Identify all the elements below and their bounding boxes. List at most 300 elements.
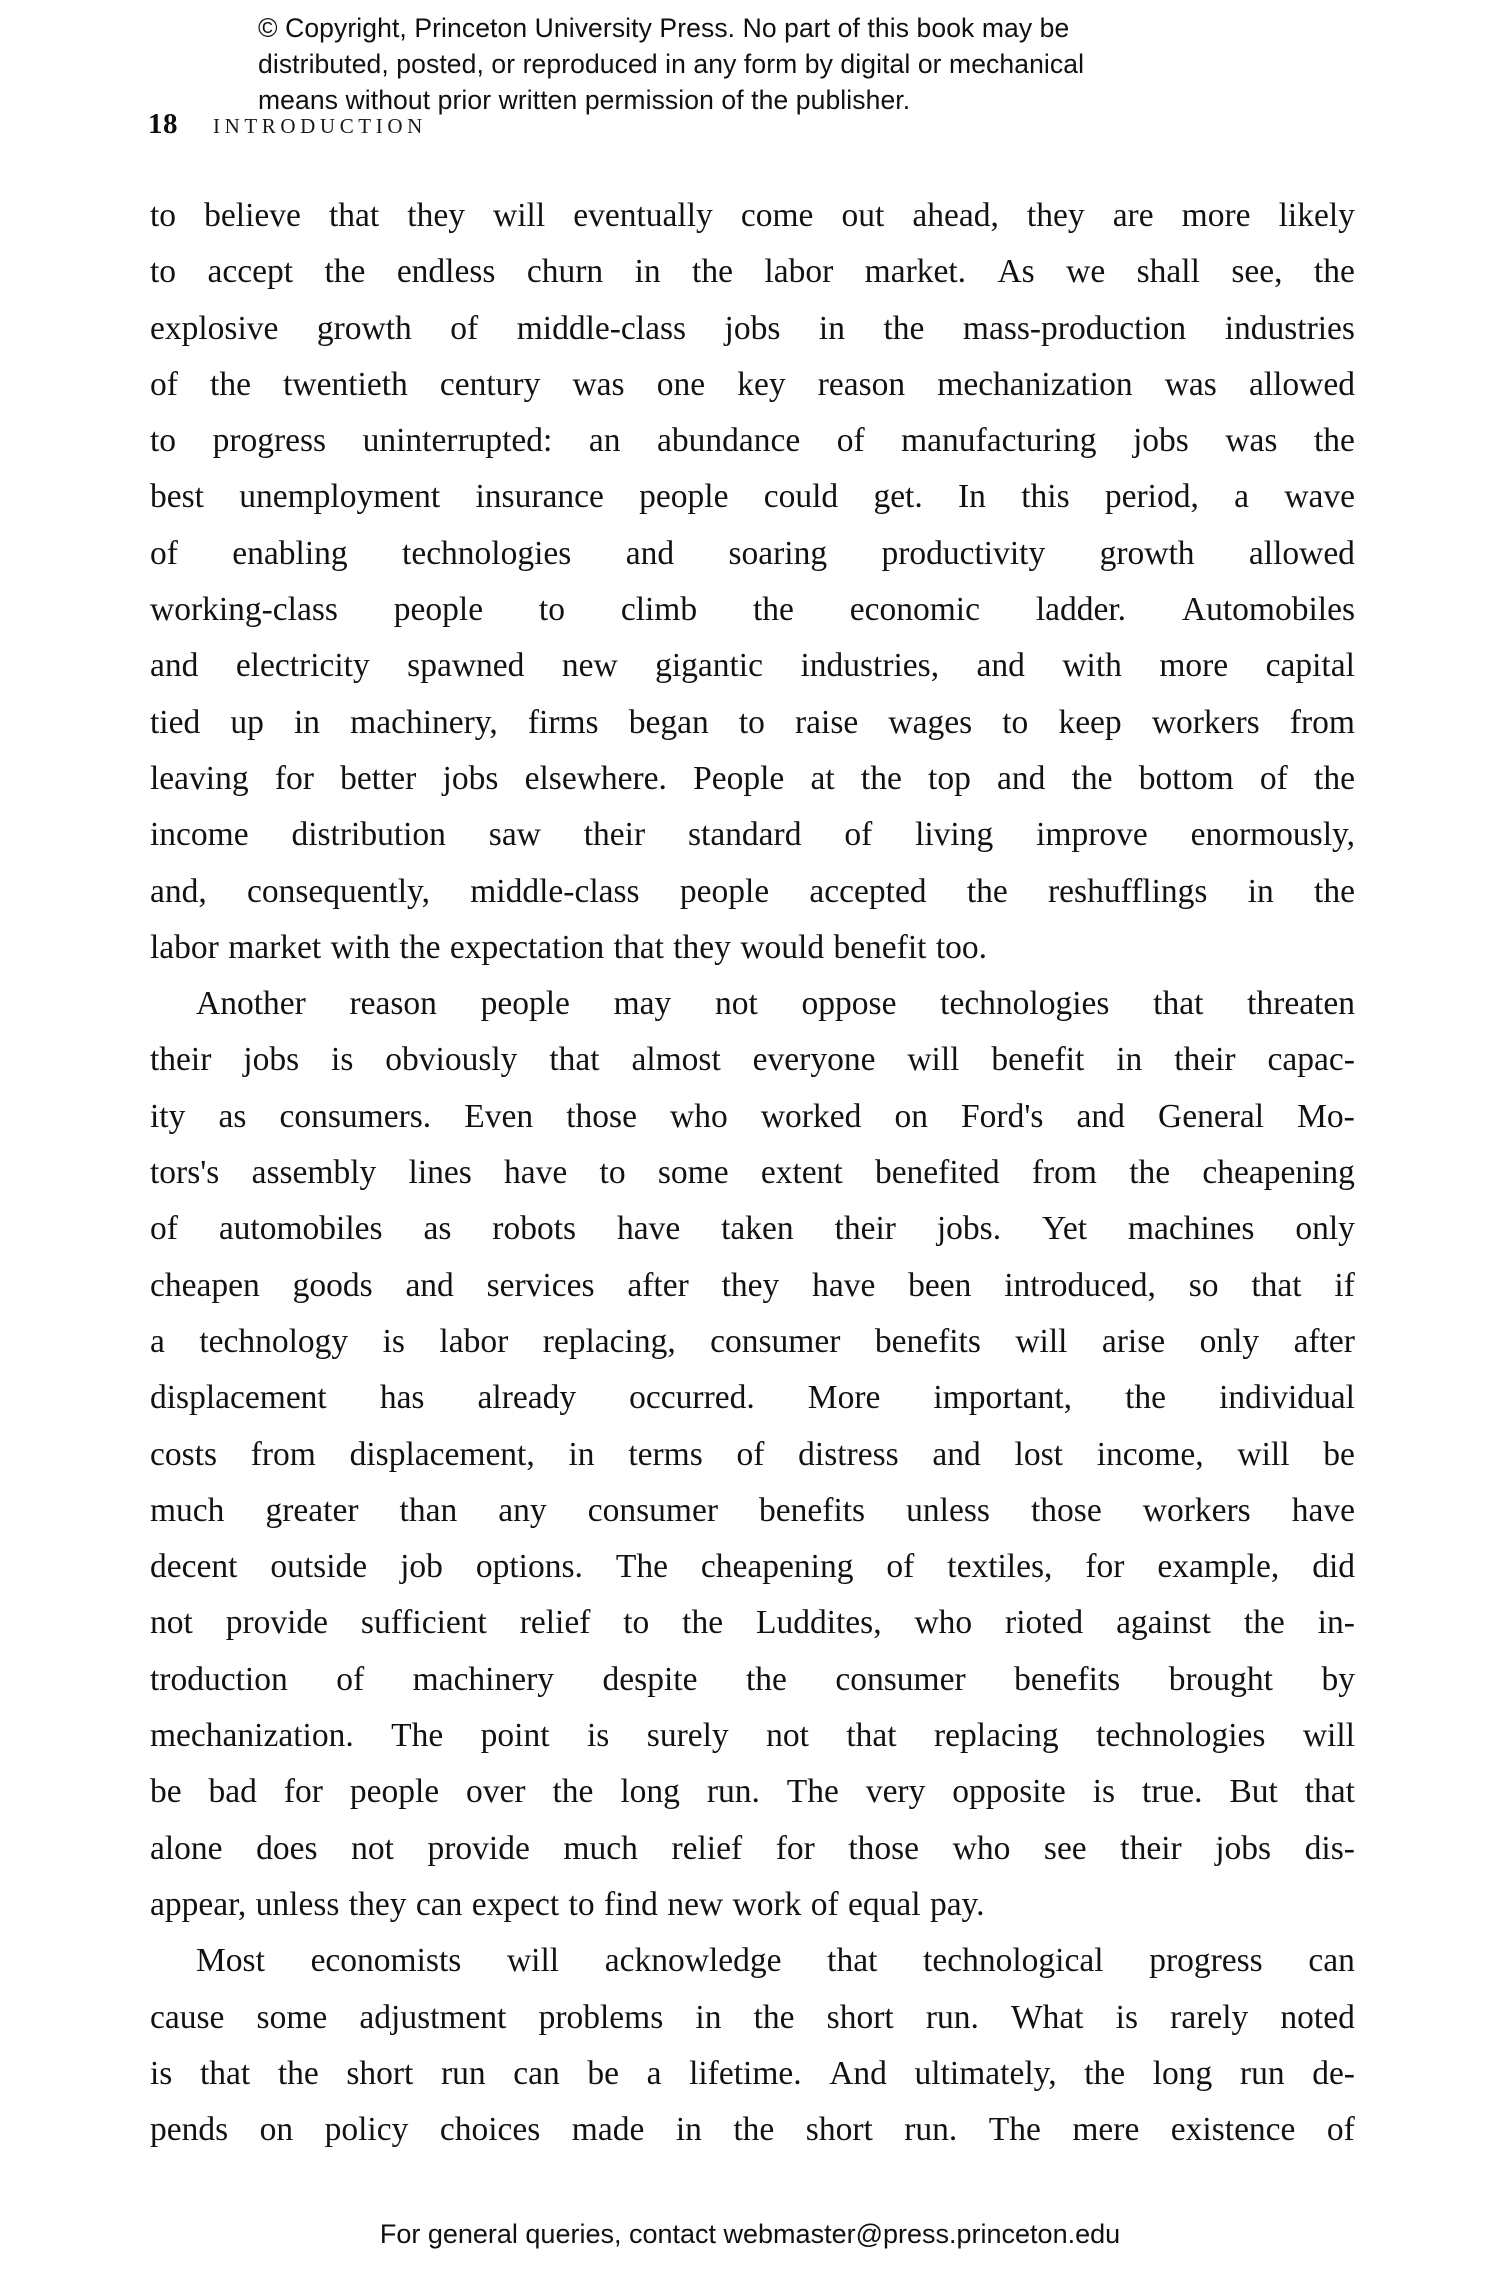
word: worked xyxy=(760,1097,862,1135)
word: of xyxy=(1326,2111,1355,2149)
word: occurred. xyxy=(629,1379,755,1417)
word: the xyxy=(399,928,441,966)
word: consumer xyxy=(835,1660,966,1698)
word: mass-production xyxy=(962,309,1187,347)
word: machinery xyxy=(412,1660,555,1698)
word: from xyxy=(1289,703,1355,741)
word: after xyxy=(1293,1322,1355,1360)
word: de- xyxy=(1312,2054,1355,2092)
word: see xyxy=(1043,1829,1087,1867)
word: is xyxy=(331,1041,354,1079)
word: made xyxy=(571,2111,645,2149)
word: not xyxy=(150,1604,193,1642)
word: can xyxy=(415,1885,463,1923)
word: key xyxy=(737,365,786,403)
word: run xyxy=(440,2054,486,2092)
copyright-watermark xyxy=(258,10,1258,118)
word: cheapening xyxy=(700,1548,854,1586)
word: technological xyxy=(923,1942,1104,1980)
word: the xyxy=(966,872,1008,910)
text-line xyxy=(150,244,1355,300)
word: their xyxy=(834,1210,896,1248)
word: income xyxy=(150,816,249,854)
word: Mo- xyxy=(1297,1097,1355,1135)
word: have xyxy=(1291,1491,1355,1529)
word: progress xyxy=(212,422,327,460)
word: they xyxy=(673,928,731,966)
word: to xyxy=(599,1154,626,1192)
word: will xyxy=(493,197,546,234)
word: the xyxy=(752,591,794,629)
word: will xyxy=(1015,1322,1068,1360)
text-line xyxy=(150,1314,1355,1370)
word: taken xyxy=(721,1210,794,1248)
word: benefits xyxy=(874,1322,981,1360)
text-line xyxy=(150,1764,1355,1820)
word: the xyxy=(277,2054,319,2092)
chapter-title: INTRODUCTION xyxy=(213,114,427,138)
word: technologies xyxy=(402,534,572,572)
word: dis- xyxy=(1304,1829,1355,1867)
word: the xyxy=(745,1660,787,1698)
word: robots xyxy=(492,1210,577,1248)
word: those xyxy=(566,1097,637,1135)
word: General xyxy=(1158,1097,1265,1135)
word: of xyxy=(450,309,479,347)
word: consumer xyxy=(710,1322,841,1360)
word: But xyxy=(1229,1773,1278,1811)
word: so xyxy=(1188,1266,1219,1304)
word: The xyxy=(786,1773,839,1811)
word: their xyxy=(150,1041,212,1079)
word: costs xyxy=(150,1435,217,1473)
word: jobs xyxy=(1132,422,1189,460)
word: find xyxy=(603,1885,658,1923)
word: short xyxy=(346,2054,414,2092)
word: an xyxy=(588,422,621,460)
text-line xyxy=(150,695,1355,751)
word: those xyxy=(1030,1491,1102,1529)
word: over xyxy=(466,1773,526,1811)
word: they xyxy=(407,197,465,234)
word: the xyxy=(1314,759,1355,797)
word: that xyxy=(1304,1773,1355,1811)
word: the xyxy=(692,253,733,291)
word: ladder. xyxy=(1035,591,1127,629)
word: lifetime. xyxy=(689,2054,802,2092)
word: period, xyxy=(1104,478,1199,516)
word: problems xyxy=(538,1998,664,2036)
word: will xyxy=(1302,1717,1355,1755)
word: middle-class xyxy=(470,872,640,910)
word: abundance xyxy=(656,422,801,460)
word: unless xyxy=(255,1885,340,1923)
word: labor xyxy=(150,928,219,966)
word: reason xyxy=(349,985,437,1023)
word: that xyxy=(827,1942,878,1980)
word: elsewhere. xyxy=(524,759,667,797)
word: terms xyxy=(628,1435,703,1473)
word: the xyxy=(682,1604,724,1642)
word: in- xyxy=(1317,1604,1355,1642)
word: this xyxy=(1021,478,1070,516)
word: technologies xyxy=(1096,1717,1266,1755)
text-line xyxy=(150,1089,1355,1145)
word: for xyxy=(283,1773,323,1811)
copyright-line: © Copyright, Princeton University Press. No part of this book may be xyxy=(258,13,1070,43)
word: they xyxy=(1026,197,1085,234)
word: electricity xyxy=(235,647,370,685)
word: noted xyxy=(1280,1998,1355,2036)
word: oppose xyxy=(801,985,897,1023)
word: with xyxy=(1062,647,1122,685)
text-line xyxy=(150,1427,1355,1483)
word: and xyxy=(997,759,1046,797)
word: enabling xyxy=(232,534,348,572)
word: ultimately, xyxy=(914,2054,1057,2092)
word: In xyxy=(958,478,986,516)
text-line xyxy=(150,1877,1355,1933)
word: alone xyxy=(150,1829,223,1867)
word: provide xyxy=(225,1604,329,1642)
word: will xyxy=(907,1041,960,1079)
word: the xyxy=(1125,1379,1167,1417)
text-line xyxy=(150,864,1355,920)
word: uninterrupted: xyxy=(362,422,553,460)
word: enormously, xyxy=(1190,816,1355,854)
word: What xyxy=(1010,1998,1084,2036)
word: jobs xyxy=(724,309,781,347)
word: only xyxy=(1199,1322,1260,1360)
word: a xyxy=(1234,478,1250,516)
word: century xyxy=(439,365,541,403)
word: despite xyxy=(602,1660,698,1698)
word: new xyxy=(667,1885,724,1923)
word: to xyxy=(623,1604,650,1642)
word: with xyxy=(330,928,391,966)
text-line xyxy=(150,638,1355,694)
word: sufficient xyxy=(360,1604,487,1642)
word: consumer xyxy=(587,1491,718,1529)
word: a xyxy=(150,1322,165,1360)
word: distress xyxy=(798,1435,899,1473)
word: does xyxy=(256,1829,318,1867)
word: replacing xyxy=(934,1717,1059,1755)
text-line xyxy=(150,301,1355,357)
word: if xyxy=(1334,1266,1355,1304)
text-line xyxy=(150,751,1355,807)
word: extent xyxy=(760,1154,843,1192)
word: the xyxy=(1129,1154,1171,1192)
word: bottom xyxy=(1138,759,1234,797)
word: economists xyxy=(310,1942,462,1980)
word: machines xyxy=(1127,1210,1255,1248)
word: ity xyxy=(150,1097,186,1135)
text-line xyxy=(150,1201,1355,1257)
word: jobs xyxy=(1215,1829,1272,1867)
word: began xyxy=(628,703,709,741)
word: allowed xyxy=(1248,534,1355,572)
word: automobiles xyxy=(218,1210,383,1248)
word: are xyxy=(1112,197,1154,234)
word: very xyxy=(865,1773,926,1811)
word: those xyxy=(848,1829,920,1867)
word: would xyxy=(740,928,825,966)
word: and xyxy=(625,534,675,572)
word: people xyxy=(639,478,729,516)
text-line xyxy=(150,2046,1355,2102)
word: that xyxy=(846,1717,897,1755)
word: and, xyxy=(150,872,207,910)
word: market. xyxy=(864,253,967,291)
word: outside xyxy=(270,1548,368,1586)
text-line xyxy=(150,976,1355,1032)
word: to xyxy=(150,197,177,234)
word: income, xyxy=(1096,1435,1204,1473)
word: introduced, xyxy=(1004,1266,1156,1304)
word: middle-class xyxy=(516,309,687,347)
word: believe xyxy=(204,197,301,234)
word: jobs. xyxy=(936,1210,1002,1248)
paragraph xyxy=(150,1933,1355,2158)
word: gigantic xyxy=(655,647,763,685)
word: Ford's xyxy=(961,1097,1044,1135)
word: of xyxy=(886,1548,915,1586)
word: be xyxy=(1323,1435,1355,1473)
word: could xyxy=(763,478,839,516)
word: displacement, xyxy=(349,1435,535,1473)
word: adjustment xyxy=(359,1998,507,2036)
word: labor xyxy=(439,1322,509,1360)
word: consumers. xyxy=(279,1097,432,1135)
word: will xyxy=(1237,1435,1290,1473)
copyright-line: distributed, posted, or reproduced in any form by digital or mechanical xyxy=(258,49,1085,79)
word: replacing, xyxy=(542,1322,676,1360)
word: industries, xyxy=(800,647,940,685)
word: for xyxy=(274,759,314,797)
word: and xyxy=(932,1435,981,1473)
word: can xyxy=(1308,1942,1355,1980)
word: at xyxy=(810,759,835,797)
word: on xyxy=(259,2111,294,2149)
word: run. xyxy=(706,1773,760,1811)
word: tors's xyxy=(150,1154,220,1192)
word: acknowledge xyxy=(604,1942,782,1980)
word: who xyxy=(952,1829,1011,1867)
text-line xyxy=(150,1483,1355,1539)
word: insurance xyxy=(475,478,604,516)
word: one xyxy=(656,365,706,403)
word: long xyxy=(620,1773,680,1811)
word: Most xyxy=(196,1942,265,1980)
word: people xyxy=(349,1773,440,1811)
word: some xyxy=(657,1154,729,1192)
word: brought xyxy=(1168,1660,1273,1698)
word: of xyxy=(736,1435,765,1473)
word: short xyxy=(826,1998,894,2036)
word: much xyxy=(150,1491,225,1529)
word: growth xyxy=(316,309,412,347)
word: important, xyxy=(933,1379,1073,1417)
text-line xyxy=(150,1258,1355,1314)
word: top xyxy=(928,759,971,797)
word: And xyxy=(829,2054,887,2092)
word: who xyxy=(670,1097,728,1135)
word: greater xyxy=(265,1491,359,1529)
word: from xyxy=(1031,1154,1097,1192)
word: reshufflings xyxy=(1048,872,1208,910)
word: is xyxy=(586,1717,610,1755)
word: distribution xyxy=(291,816,446,854)
word: by xyxy=(1321,1660,1355,1698)
word: may xyxy=(613,985,672,1023)
text-line xyxy=(150,1370,1355,1426)
word: cheapening xyxy=(1202,1154,1355,1192)
word: they xyxy=(348,1885,407,1923)
page-body xyxy=(150,188,1355,2158)
word: almost xyxy=(631,1041,721,1079)
word: rarely xyxy=(1170,1998,1249,2036)
word: against xyxy=(1116,1604,1211,1642)
word: and xyxy=(976,647,1025,685)
word: only xyxy=(1295,1210,1355,1248)
word: and xyxy=(1076,1097,1125,1135)
word: goods xyxy=(292,1266,373,1304)
word: be xyxy=(150,1773,182,1811)
footer-notice: For general queries, contact webmaster@press.princeton.edu xyxy=(379,2219,1121,2249)
word: allowed xyxy=(1248,365,1355,403)
word: eventually xyxy=(573,197,713,234)
word: saw xyxy=(488,816,541,854)
word: as xyxy=(218,1097,247,1135)
word: has xyxy=(379,1379,425,1417)
word: accepted xyxy=(809,872,927,910)
word: from xyxy=(250,1435,316,1473)
word: decent xyxy=(150,1548,238,1586)
text-line xyxy=(150,1032,1355,1088)
word: better xyxy=(340,759,417,797)
word: market xyxy=(228,928,322,966)
word: keep xyxy=(1058,703,1122,741)
word: after xyxy=(627,1266,689,1304)
copyright-line: means without prior written permission of the publisher. xyxy=(258,85,911,115)
page-number: 18 xyxy=(148,108,178,140)
word: workers xyxy=(1142,1491,1251,1529)
text-line xyxy=(150,807,1355,863)
word: have xyxy=(812,1266,876,1304)
word: accept xyxy=(207,253,294,291)
word: mere xyxy=(1072,2111,1140,2149)
word: get. xyxy=(873,478,923,516)
text-line xyxy=(150,1595,1355,1651)
word: services xyxy=(486,1266,595,1304)
word: textiles, xyxy=(947,1548,1053,1586)
word: economic xyxy=(849,591,980,629)
word: shall xyxy=(1136,253,1200,291)
word: new xyxy=(561,647,618,685)
word: cause xyxy=(150,1998,225,2036)
word: of xyxy=(150,365,178,403)
word: productivity xyxy=(881,534,1046,572)
word: short xyxy=(805,2111,873,2149)
word: run. xyxy=(925,1998,979,2036)
word: of xyxy=(150,1210,178,1248)
word: obviously xyxy=(385,1041,518,1079)
word: to xyxy=(568,1885,595,1923)
word: we xyxy=(1066,253,1106,291)
word: their xyxy=(1120,1829,1182,1867)
word: unemployment xyxy=(239,478,441,516)
word: in xyxy=(293,703,321,741)
text-line xyxy=(150,357,1355,413)
word: rioted xyxy=(1005,1604,1084,1642)
word: will xyxy=(506,1942,560,1980)
word: appear, xyxy=(150,1885,247,1923)
word: industries xyxy=(1224,309,1355,347)
word: come xyxy=(740,197,814,234)
word: of xyxy=(810,1885,839,1923)
word: tied xyxy=(150,703,201,741)
word: too. xyxy=(935,928,988,966)
word: Another xyxy=(196,985,306,1023)
word: manufacturing xyxy=(901,422,1097,460)
word: ahead, xyxy=(912,197,999,234)
word: point xyxy=(480,1717,550,1755)
word: relief xyxy=(671,1829,743,1867)
word: Automobiles xyxy=(1181,591,1355,629)
word: and xyxy=(405,1266,454,1304)
word: of xyxy=(336,1660,365,1698)
text-line xyxy=(150,526,1355,582)
word: that xyxy=(199,2054,251,2092)
word: job xyxy=(400,1548,443,1586)
text-line xyxy=(150,582,1355,638)
word: Luddites, xyxy=(755,1604,882,1642)
word: The xyxy=(391,1717,444,1755)
word: spawned xyxy=(407,647,525,685)
word: bad xyxy=(208,1773,257,1811)
word: capital xyxy=(1265,647,1355,685)
word: for xyxy=(1085,1548,1125,1586)
word: and xyxy=(150,647,199,685)
word: can xyxy=(513,2054,560,2092)
word: for xyxy=(775,1829,815,1867)
word: the xyxy=(1313,253,1355,291)
word: options. xyxy=(475,1548,583,1586)
word: technologies xyxy=(940,985,1110,1023)
word: mechanization xyxy=(937,365,1133,403)
word: in xyxy=(1247,872,1274,910)
word: benefits xyxy=(1014,1660,1121,1698)
word: the xyxy=(753,1998,795,2036)
word: more xyxy=(1159,647,1229,685)
word: much xyxy=(563,1829,638,1867)
word: expectation xyxy=(449,928,605,966)
word: wave xyxy=(1284,478,1355,516)
word: capac- xyxy=(1267,1041,1355,1079)
word: expect xyxy=(471,1885,560,1923)
word: individual xyxy=(1219,1379,1355,1417)
word: the xyxy=(1084,2054,1126,2092)
word: soaring xyxy=(728,534,828,572)
word: growth xyxy=(1099,534,1195,572)
word: their xyxy=(1174,1041,1236,1079)
word: that xyxy=(1251,1266,1302,1304)
word: that xyxy=(328,197,380,234)
text-line xyxy=(150,188,1355,244)
word: of xyxy=(1259,759,1288,797)
word: already xyxy=(477,1379,577,1417)
